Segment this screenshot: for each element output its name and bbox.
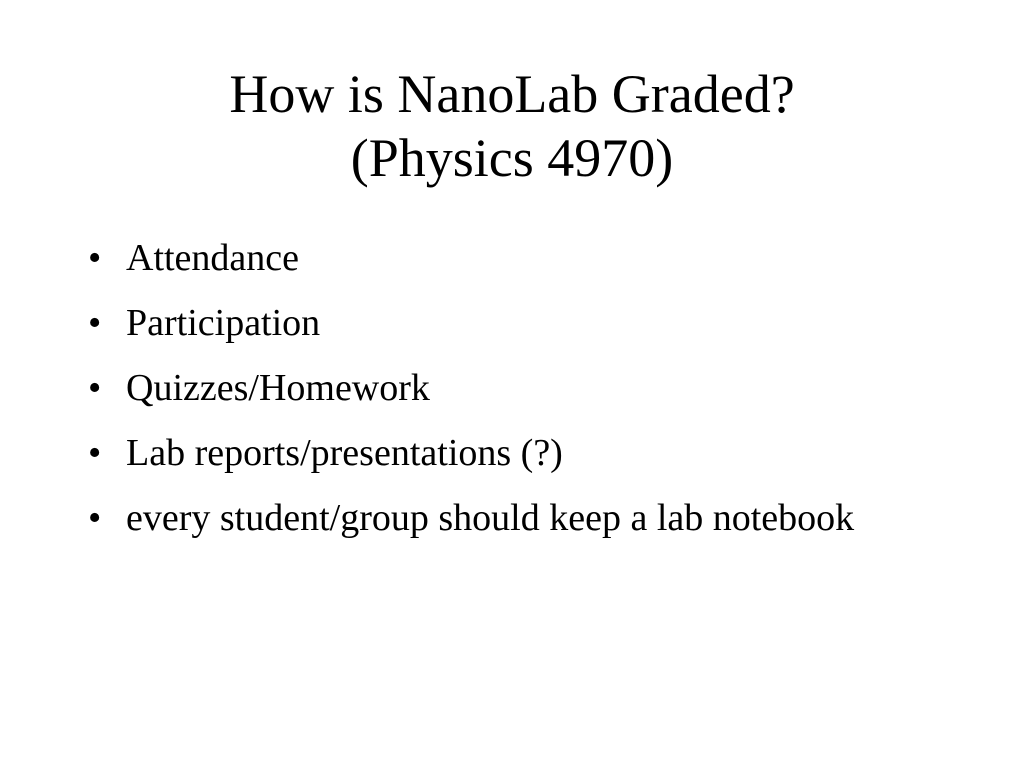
bullet-item-attendance [88, 232, 948, 284]
bullet-item-lab-notebook [88, 492, 948, 544]
bullet-text: Participation [126, 302, 321, 344]
bullet-text: Quizzes/Homework [126, 367, 430, 409]
bullet-item-quizzes-homework [88, 362, 948, 414]
slide-title-line-2: (Physics 4970) [350, 128, 674, 188]
slide-title-line-1: How is NanoLab Graded? [229, 64, 795, 124]
bullet-item-lab-reports [88, 427, 948, 479]
bullet-dot-icon: • [88, 497, 102, 539]
bullet-text: Lab reports/presentations (?) [126, 432, 563, 474]
bullet-text: every student/group should keep a lab notebook [126, 497, 855, 539]
bullet-dot-icon: • [88, 432, 102, 474]
slide-title [0, 62, 1024, 190]
bullet-list [88, 232, 948, 557]
bullet-dot-icon: • [88, 302, 102, 344]
bullet-item-participation [88, 297, 948, 349]
bullet-text: Attendance [126, 237, 300, 279]
bullet-dot-icon: • [88, 367, 102, 409]
bullet-dot-icon: • [88, 237, 102, 279]
